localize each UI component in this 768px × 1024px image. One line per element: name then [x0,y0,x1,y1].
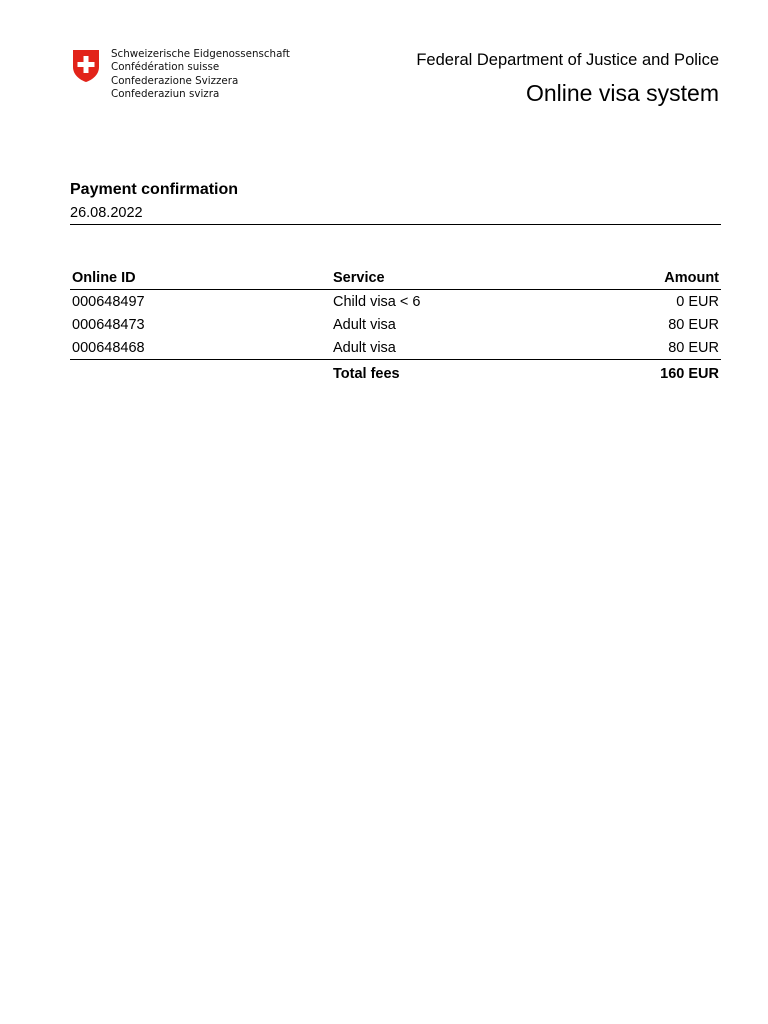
logo-line-french: Confédération suisse [111,61,220,74]
total-label: Total fees [333,366,400,382]
logo-line-italian: Confederazione Svizzera [111,74,239,87]
amount-cell: 80 EUR [595,336,721,360]
confederation-names [111,48,290,101]
confederation-logo [70,46,290,104]
title-divider [70,224,721,225]
total-row [70,360,721,389]
column-header-amount: Amount [595,266,721,290]
column-header-service: Service [331,266,595,290]
swiss-shield-icon [72,49,100,83]
service-cell: Adult visa [331,336,595,360]
online-id-cell: 000648473 [72,316,145,333]
online-id-cell: 000648497 [72,293,145,310]
column-header-online-id: Online ID [70,266,331,290]
fees-table [70,266,721,388]
system-title: Online visa system [525,80,719,106]
table-row [70,313,721,336]
table-header-row [70,266,721,290]
logo-line-german: Schweizerische Eidgenossenschaft [111,48,290,60]
document-title: Payment confirmation [70,181,239,198]
service-cell: Adult visa [333,316,396,333]
logo-line-romansh: Confederaziun svizra [111,87,220,100]
total-spacer-cell [70,360,331,389]
amount-cell: 0 EUR [676,293,719,310]
service-cell: Child visa < 6 [333,293,421,310]
total-amount: 160 EUR [660,366,719,382]
table-row [70,290,721,314]
document-date: 26.08.2022 [70,205,143,221]
online-id-cell: 000648468 [70,336,331,360]
department-name: Federal Department of Justice and Police [416,51,719,69]
table-row [70,336,721,360]
amount-cell: 80 EUR [668,316,719,333]
